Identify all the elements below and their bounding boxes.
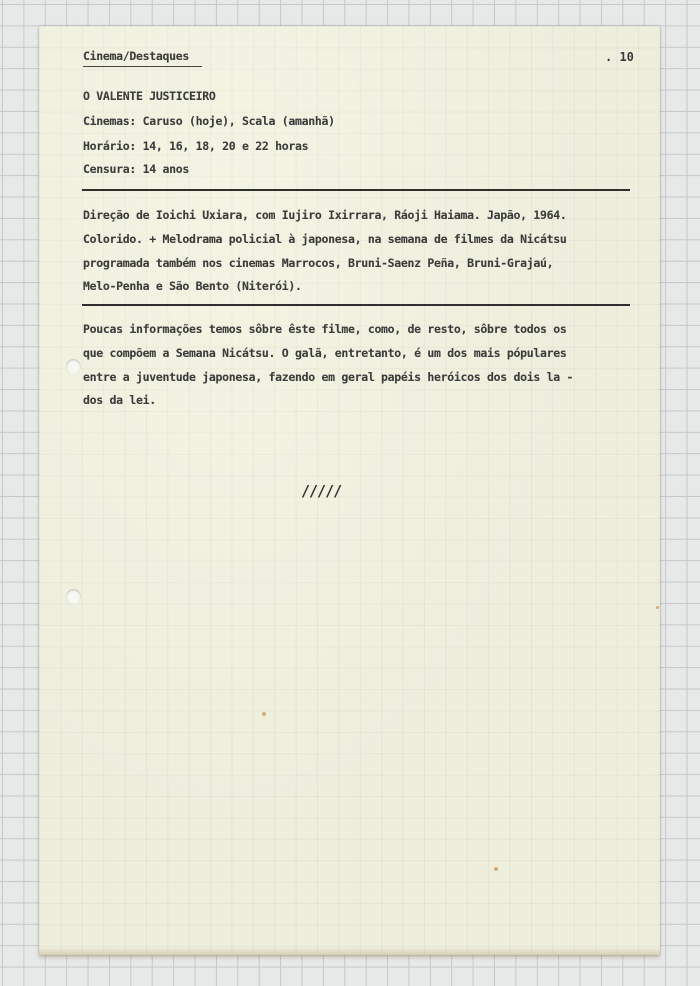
credits-line: Direção de Ioichi Uxiara, com Iujiro Ixirrara, Ráoji Haiama. Japão, 1964. (83, 208, 567, 222)
paper-stain (494, 867, 498, 871)
film-title: O VALENTE JUSTICEIRO (83, 89, 216, 103)
comment-line: que compõem a Semana Nicátsu. O galã, entretanto, é um dos mais pópulares (83, 346, 567, 360)
section-header: Cinema/Destaques (83, 49, 189, 63)
horario-line: Horário: 14, 16, 18, 20 e 22 horas (83, 139, 309, 153)
cinemas-line: Cinemas: Caruso (hoje), Scala (amanhã) (83, 114, 335, 128)
typed-page (39, 26, 660, 955)
header-underline (83, 66, 202, 67)
credits-line: programada também nos cinemas Marrocos, Bruni-Saenz Peña, Bruni-Grajaú, (83, 256, 554, 270)
comment-line: dos da lei. (83, 393, 156, 407)
credits-line: Colorido. + Melodrama policial à japonesa, na semana de filmes da Nicátsu (83, 232, 567, 246)
section-divider (82, 189, 630, 191)
page-number: . 10 (605, 50, 634, 64)
comment-line: Poucas informações temos sôbre êste filme, como, de resto, sôbre todos os (83, 322, 567, 336)
censura-line: Censura: 14 anos (83, 162, 189, 176)
comment-line: entre a juventude japonesa, fazendo em geral papéis heróicos dos dois la - (83, 370, 574, 384)
end-mark: ///// (301, 482, 342, 500)
credits-line: Melo-Penha e São Bento (Niterói). (83, 279, 302, 293)
punch-hole (66, 589, 81, 604)
section-divider (82, 304, 630, 306)
punch-hole (66, 359, 81, 374)
paper-stain (656, 606, 659, 609)
paper-stain (262, 712, 266, 716)
